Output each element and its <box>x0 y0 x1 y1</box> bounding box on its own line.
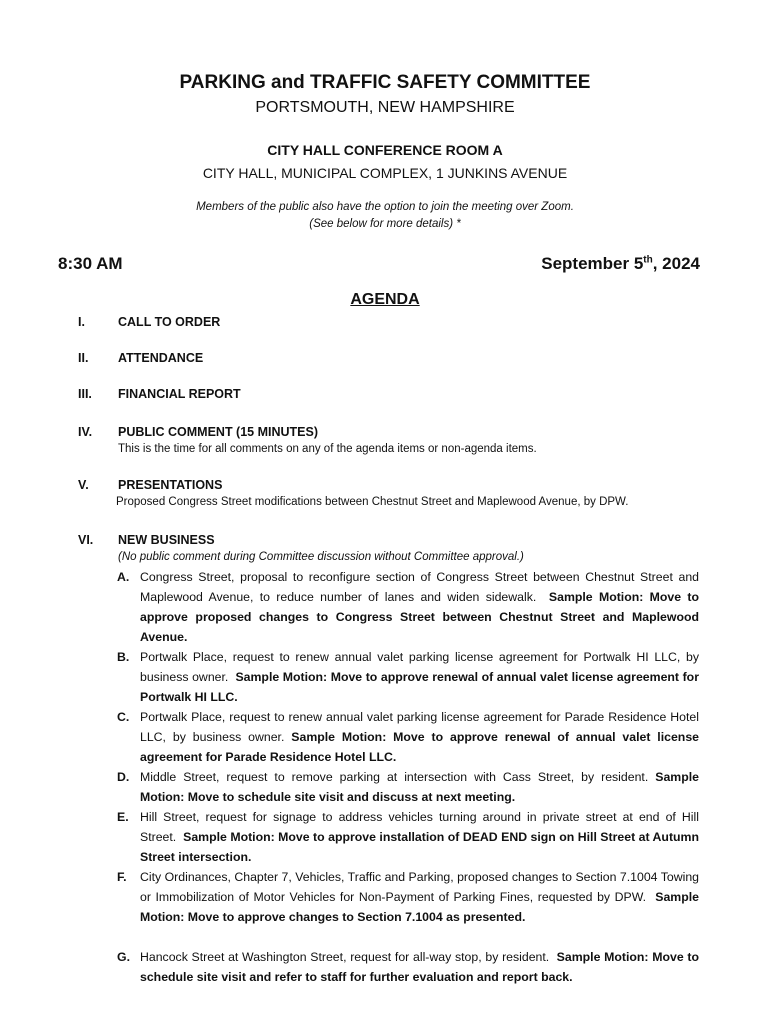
section-number: V. <box>78 478 89 492</box>
location-address: CITY HALL, MUNICIPAL COMPLEX, 1 JUNKINS AVENUE <box>202 165 568 181</box>
agenda-item <box>117 867 699 927</box>
section-description: Proposed Congress Street modifications between Chestnut Street and Maplewood Avenue, by DPW. <box>116 496 629 508</box>
city-subtitle: PORTSMOUTH, NEW HAMPSHIRE <box>255 99 515 116</box>
zoom-note-line2: (See below for more details) * <box>309 218 461 230</box>
section-description: This is the time for all comments on any of the agenda items or non-agenda items. <box>118 443 537 455</box>
meeting-time: 8:30 AM <box>58 254 123 273</box>
item-text: Middle Street, request to remove parking at intersection with Cass Street, by resident. <box>140 770 649 784</box>
item-motion: Sample Motion: Move to approve renewal of annual valet license agreement for Portwalk HI LLC. <box>140 670 699 704</box>
section-number: III. <box>78 387 92 401</box>
agenda-item <box>117 767 699 807</box>
item-text: Hancock Street at Washington Street, request for all-way stop, by resident. <box>140 950 550 964</box>
section-title: FINANCIAL REPORT <box>118 387 241 401</box>
item-motion: Sample Motion: Move to approve proposed changes to Congress Street between Chestnut Street and Maplewood Avenue. <box>140 590 699 644</box>
section-title: PRESENTATIONS <box>118 478 223 492</box>
section-number: IV. <box>78 425 93 439</box>
agenda-item <box>117 647 699 707</box>
committee-title: PARKING and TRAFFIC SAFETY COMMITTEE <box>179 72 591 93</box>
section-title: CALL TO ORDER <box>118 315 221 329</box>
agenda-item <box>117 807 699 867</box>
item-motion: Sample Motion: Move to approve installation of DEAD END sign on Hill Street at Autumn Street intersection. <box>140 830 699 864</box>
item-letter: E. <box>117 810 129 824</box>
section-description: (No public comment during Committee discussion without Committee approval.) <box>118 551 524 563</box>
agenda-item <box>117 707 699 767</box>
item-text: Portwalk Place, request to renew annual valet parking license agreement for Portwalk HI LLC, by business owner. <box>140 650 699 684</box>
date-ordinal: th <box>643 254 653 266</box>
agenda-item <box>117 947 699 987</box>
item-motion: Sample Motion: Move to schedule site visit and refer to staff for further evaluation and report back. <box>140 950 699 984</box>
item-letter: D. <box>117 770 130 784</box>
agenda-heading: AGENDA <box>350 291 420 308</box>
item-letter: C. <box>117 710 130 724</box>
date-prefix: September 5 <box>541 254 644 273</box>
date-suffix: , 2024 <box>652 254 700 273</box>
section-number: VI. <box>78 533 94 547</box>
item-text: Hill Street, request for signage to address vehicles turning around in private street at end of Hill Street. <box>140 810 699 844</box>
meeting-date <box>541 254 700 274</box>
item-letter: G. <box>117 950 130 964</box>
item-text: City Ordinances, Chapter 7, Vehicles, Traffic and Parking, proposed changes to Section 7.1004 Towing or Immobilization of Motor Vehicles for Non-Payment of Parking Fines, requested by DPW. <box>140 870 699 904</box>
item-motion: Sample Motion: Move to schedule site visit and discuss at next meeting. <box>140 770 699 804</box>
section-title: PUBLIC COMMENT (15 MINUTES) <box>118 425 318 439</box>
item-motion: Sample Motion: Move to approve renewal of annual valet license agreement for Parade Residence Hotel LLC. <box>140 730 699 764</box>
location-title: CITY HALL CONFERENCE ROOM A <box>267 142 503 158</box>
agenda-item <box>117 567 699 647</box>
section-title: ATTENDANCE <box>118 351 204 365</box>
item-letter: B. <box>117 650 130 664</box>
item-letter: F. <box>117 870 127 884</box>
zoom-note-line1: Members of the public also have the option to join the meeting over Zoom. <box>196 201 574 213</box>
item-motion: Sample Motion: Move to approve changes to Section 7.1004 as presented. <box>140 890 699 924</box>
item-text: Congress Street, proposal to reconfigure section of Congress Street between Chestnut Street and Maplewood Avenue, to reduce number of lanes and widen sidewalk. <box>140 570 699 604</box>
section-number: I. <box>78 315 85 329</box>
section-title: NEW BUSINESS <box>118 533 215 547</box>
item-letter: A. <box>117 570 130 584</box>
item-text: Portwalk Place, request to renew annual valet parking license agreement for Parade Residence Hotel LLC, by business owner. <box>140 710 699 744</box>
section-number: II. <box>78 351 89 365</box>
